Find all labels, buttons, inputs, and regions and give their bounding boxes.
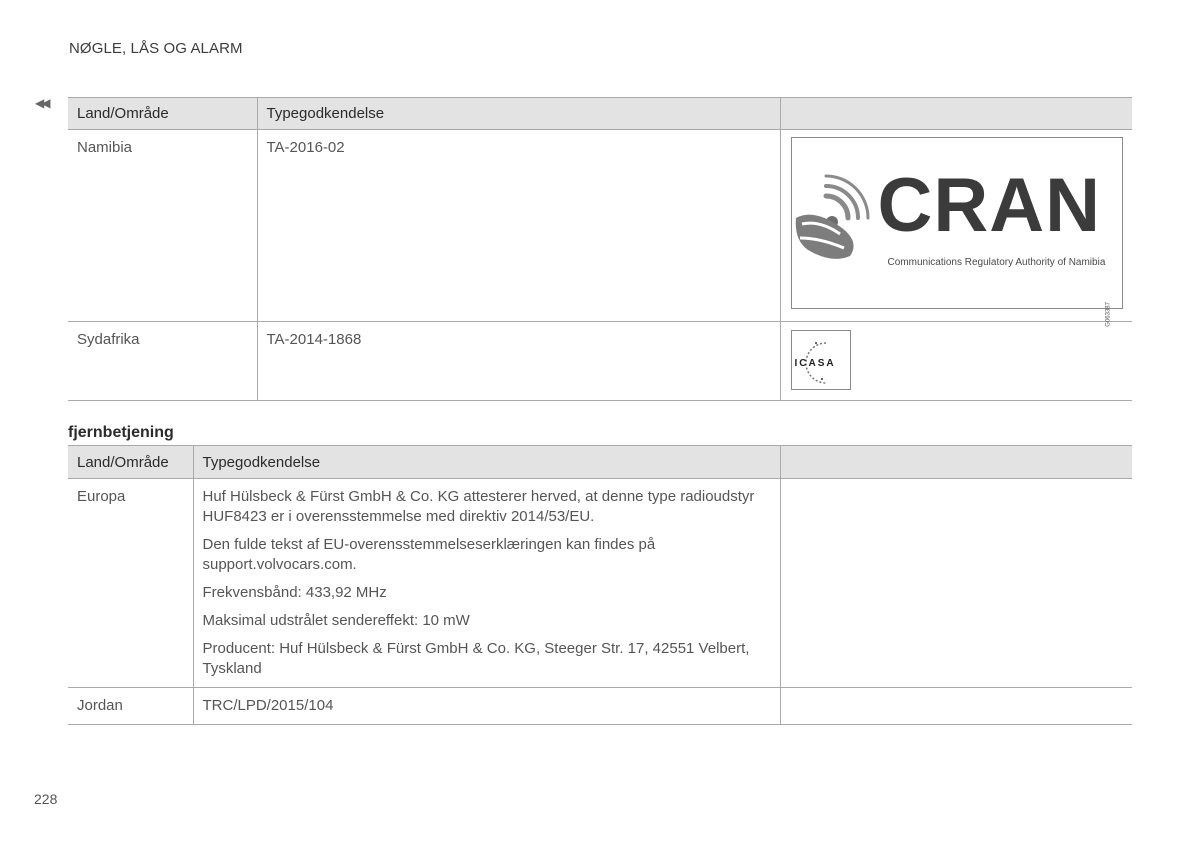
table-header-row (68, 98, 1132, 130)
cran-logo-subtitle: Communications Regulatory Authority of Namibia (887, 257, 1106, 268)
logo-cell (780, 130, 1132, 327)
country-cell: Sydafrika (68, 322, 257, 401)
column-header-approval: Typegodkendelse (193, 446, 780, 479)
frequency-band: Frekvensbånd: 433,92 MHz (202, 584, 387, 601)
column-header-country: Land/Område (68, 446, 193, 479)
page-number: 228 (34, 791, 58, 807)
country-cell: Namibia (68, 130, 257, 322)
declaration-link-paragraph: Den fulde tekst af EU-overensstemmelseserklæringen kan findes på support.volvocars.com. (202, 536, 656, 573)
table-row (68, 688, 1132, 725)
country-cell: Europa (68, 479, 193, 688)
column-header-extra (780, 446, 1132, 479)
section-heading-remote: fjernbetjening (68, 424, 174, 441)
image-code: G063387 (1105, 302, 1112, 327)
table-header-row (68, 446, 1132, 479)
cran-logo-word: CRAN (877, 163, 1102, 248)
empty-cell (780, 688, 1132, 725)
declaration-paragraph: Huf Hülsbeck & Fürst GmbH & Co. KG attesterer herved, at denne type radioudstyr HUF8423 er i overensstemmelse med direktiv 2014/53/EU. (202, 488, 755, 525)
cran-logo (791, 137, 1123, 327)
column-header-country: Land/Område (68, 98, 257, 130)
icasa-logo (791, 330, 851, 390)
column-header-logo (780, 98, 1132, 130)
back-arrows-icon[interactable]: ◀◀ (35, 96, 48, 110)
approval-cell: TRC/LPD/2015/104 (193, 688, 780, 725)
remote-approval-table (68, 445, 1132, 725)
table-row (68, 130, 1132, 322)
max-power: Maksimal udstrålet sendereffekt: 10 mW (202, 612, 470, 629)
logo-cell (780, 322, 1132, 401)
table-row (68, 479, 1132, 688)
page-section-title: NØGLE, LÅS OG ALARM (69, 40, 243, 57)
manufacturer: Producent: Huf Hülsbeck & Fürst GmbH & Co. KG, Steeger Str. 17, 42551 Velbert, Tyskland (202, 640, 750, 677)
approval-cell: TA-2016-02 (257, 130, 780, 322)
country-cell: Jordan (68, 688, 193, 725)
empty-cell (780, 479, 1132, 688)
column-header-approval: Typegodkendelse (257, 98, 780, 130)
approval-cell: TA-2014-1868 (257, 322, 780, 401)
approval-cell (193, 479, 780, 688)
table-row (68, 322, 1132, 401)
icasa-logo-word: ICASA (794, 358, 836, 369)
approval-table (68, 97, 1132, 401)
